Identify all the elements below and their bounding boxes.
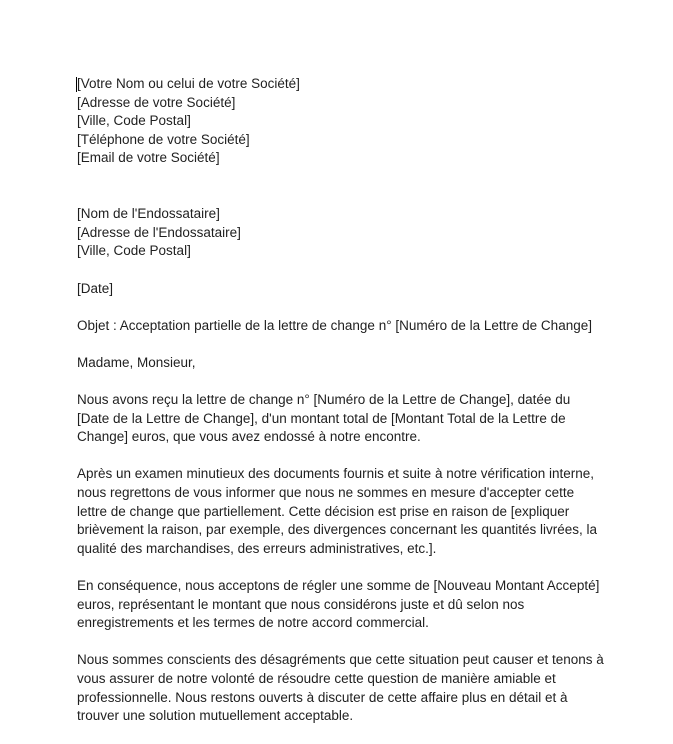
sender-email-line[interactable]: [Email de votre Société] [77, 150, 220, 166]
body-paragraph-new-amount[interactable]: En conséquence, nous acceptons de régler une somme de [Nouveau Montant Accepté] euros, représentant le montant que nous considérons juste et dû selon nos enregistrements et les termes de notre accord commercial. [77, 578, 600, 631]
recipient-address-block [77, 205, 604, 261]
sender-city-line[interactable]: [Ville, Code Postal] [77, 113, 191, 129]
recipient-address-line[interactable]: [Adresse de l'Endossataire] [77, 224, 241, 240]
sender-name-line[interactable] [77, 75, 604, 94]
recipient-city-line[interactable]: [Ville, Code Postal] [77, 243, 191, 259]
text-cursor [76, 77, 78, 93]
body-paragraph-goodwill[interactable]: Nous sommes conscients des désagréments que cette situation peut causer et tenons à vous assurer de notre volonté de résoudre cette question de manière amiable et professionnelle. Nous restons ouverts à discuter de cette affaire plus en détail et à trouver une solution mutuellement acceptable. [77, 652, 604, 724]
sender-name-text: [Votre Nom ou celui de votre Société] [77, 76, 300, 91]
body-paragraph-receipt[interactable]: Nous avons reçu la lettre de change n° [Numéro de la Lettre de Change], datée du [Date de la Lettre de Change], d'un montant total de [Montant Total de la Lettre de Change] euros, que vous avez endossé à notre encontre. [77, 392, 571, 445]
sender-phone-line[interactable]: [Téléphone de votre Société] [77, 131, 250, 147]
sender-address-line[interactable]: [Adresse de votre Société] [77, 94, 236, 110]
sender-address-block [77, 75, 604, 168]
subject-line[interactable]: Objet : Acceptation partielle de la lettre de change n° [Numéro de la Lettre de Change] [77, 317, 592, 333]
recipient-name-line[interactable]: [Nom de l'Endossataire] [77, 206, 220, 222]
date-line[interactable]: [Date] [77, 280, 114, 296]
letter-body-container [77, 75, 604, 726]
body-paragraph-partial-acceptance[interactable]: Après un examen minutieux des documents fournis et suite à notre vérification interne, nous regrettons de vous informer que nous ne sommes en mesure d'accepter cette lettre de change que partiellement. Cette décision est prise en raison de [expliquer brièvement la raison, par exemple, des divergences concernant les quantités livrées, la qualité des marchandises, des erreurs administratives, etc.]. [77, 466, 598, 556]
salutation-line[interactable]: Madame, Monsieur, [77, 354, 196, 370]
